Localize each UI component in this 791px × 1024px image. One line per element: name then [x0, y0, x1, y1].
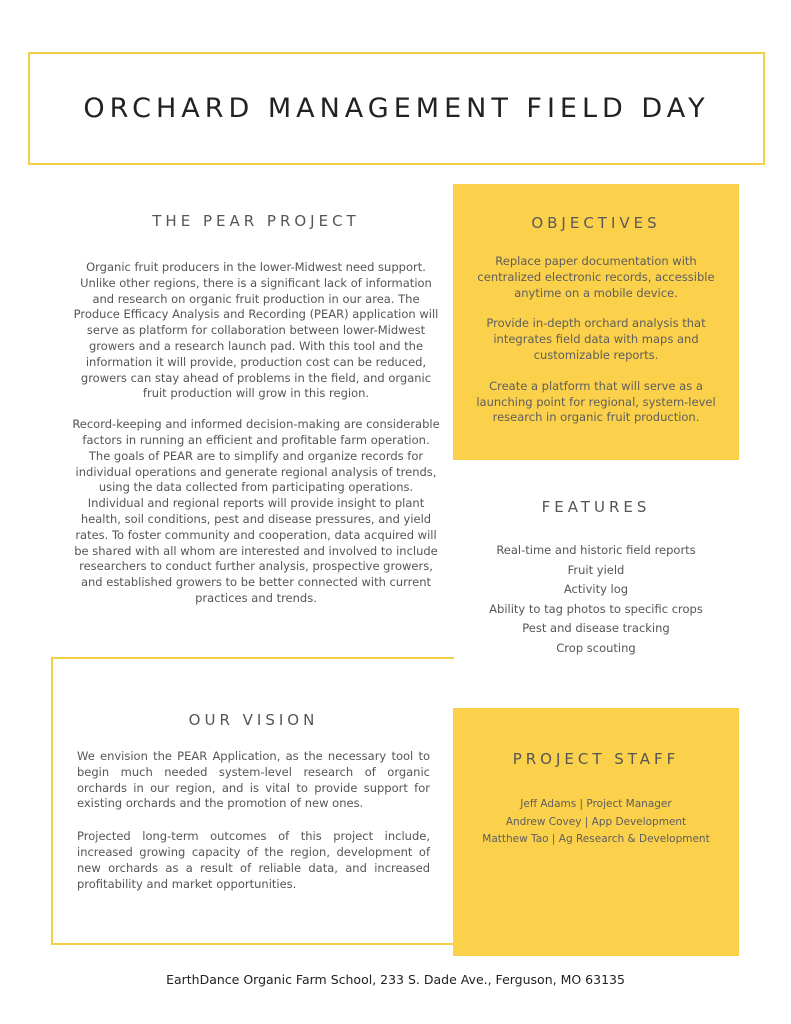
- features-heading: FEATURES: [541, 498, 651, 516]
- objective-item: Replace paper documentation with centralized electronic records, accessible anytime on a mobile device.: [477, 254, 715, 300]
- objective-item: Provide in-depth orchard analysis that integrates field data with maps and customizable reports.: [486, 316, 706, 362]
- staff-member: Andrew Covey | App Development: [505, 815, 687, 828]
- feature-item: Crop scouting: [556, 640, 636, 655]
- staff-member: Matthew Tao | Ag Research & Development: [482, 833, 710, 845]
- page-title: ORCHARD MANAGEMENT FIELD DAY: [83, 93, 710, 124]
- objectives-heading: OBJECTIVES: [531, 214, 661, 232]
- pear-paragraph-2: Record-keeping and informed decision-making are considerable factors in running an efficient and profitable farm operation. The goals of PEAR are to simplify and organize records for individual operations and generate regional analysis of trends, using the data collected from participating operations. Individual and regional reports will provide insight to plant health, soil conditions, pest and disease pressures, and yield rates. To foster community and cooperation, data acquired will be shared with all whom are interested and involved to include researchers to conduct further analysis, prospective growers, and established growers to be better connected with current practices and trends.: [72, 417, 440, 605]
- features-list: [463, 541, 729, 659]
- feature-item: Ability to tag photos to specific crops: [489, 601, 703, 616]
- pear-project-heading: THE PEAR PROJECT: [152, 212, 360, 230]
- pear-project-section: [72, 212, 440, 607]
- pear-paragraph-1: Organic fruit producers in the lower-Midwest need support. Unlike other regions, there is a significant lack of information and research on organic fruit production in our area. The Produce Efficacy Analysis and Recording (PEAR) application will serve as platform for collaboration between lower-Midwest growers and a research launch pad. With this tool and the information it will provide, production cost can be reduced, growers can stay ahead of problems in the field, and organic fruit production will grow in this region.: [73, 260, 439, 401]
- project-staff-panel: [453, 708, 739, 956]
- vision-paragraph-2: Projected long-term outcomes of this project include, increased growing capacity of the region, development of new orchards as a result of reliable data, and increased profitability and market opportunities.: [77, 829, 430, 891]
- staff-list: [463, 796, 729, 849]
- feature-item: Real-time and historic field reports: [496, 543, 696, 557]
- staff-heading: PROJECT STAFF: [512, 750, 680, 768]
- vision-section: [51, 657, 454, 945]
- features-section: [453, 460, 739, 708]
- vision-paragraph-1: We envision the PEAR Application, as the necessary tool to begin much needed system-level research of organic orchards in our region, and is vital to provide support for existing orchards and the promotion of new ones.: [77, 749, 430, 811]
- feature-item: Activity log: [563, 582, 629, 597]
- feature-item: Fruit yield: [567, 562, 625, 577]
- footer-address: EarthDance Organic Farm School, 233 S. Dade Ave., Ferguson, MO 63135: [166, 972, 625, 987]
- objectives-panel: [453, 184, 739, 460]
- staff-member: Jeff Adams | Project Manager: [520, 798, 672, 810]
- vision-heading: OUR VISION: [188, 711, 319, 729]
- title-banner: [28, 52, 765, 165]
- feature-item: Pest and disease tracking: [522, 621, 670, 636]
- objective-item: Create a platform that will serve as a launching point for regional, system-level research in organic fruit production.: [476, 378, 716, 425]
